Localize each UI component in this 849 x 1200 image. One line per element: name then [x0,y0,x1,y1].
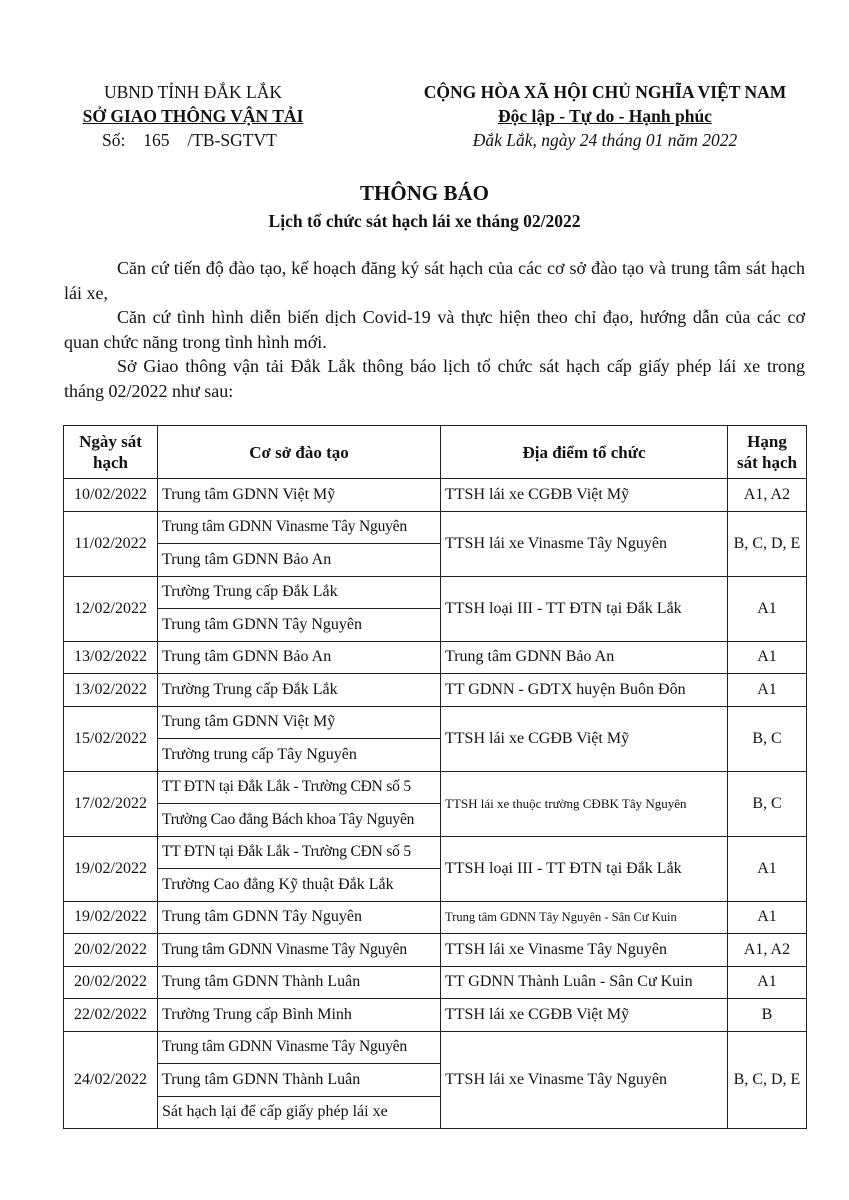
cell-center: Sát hạch lại để cấp giấy phép lái xe [158,1096,441,1129]
cell-rank: A1 [728,674,807,707]
national-title: CỘNG HÒA XÃ HỘI CHỦ NGHĨA VIỆT NAM [423,82,787,102]
table-row [64,966,807,999]
table-row [64,576,807,609]
cell-date: 17/02/2022 [64,771,158,836]
table-row [64,511,807,544]
cell-place: TT GDNN Thành Luân - Sân Cư Kuin [441,966,728,999]
header-place: Địa điểm tổ chức [441,426,728,479]
cell-center: Trung tâm GDNN Việt Mỹ [158,479,441,512]
body-text [64,256,805,403]
national-motto: Độc lập - Tự do - Hạnh phúc [498,106,712,126]
cell-rank: B, C [728,771,807,836]
cell-rank: A1 [728,836,807,901]
cell-center: Trường trung cấp Tây Nguyên [158,739,441,772]
cell-place: TTSH lái xe Vinasme Tây Nguyên [441,1031,728,1129]
issuer-block [68,80,318,152]
cell-center: Trung tâm GDNN Bảo An [158,544,441,577]
cell-center: TT ĐTN tại Đắk Lắk - Trường CĐN số 5 [158,836,441,869]
cell-place: TTSH lái xe CGĐB Việt Mỹ [441,479,728,512]
table-row [64,836,807,869]
cell-center: Trường Cao đẳng Bách khoa Tây Nguyên [158,804,441,837]
document-number-prefix: Số: [102,130,126,150]
cell-date: 10/02/2022 [64,479,158,512]
cell-date: 12/02/2022 [64,576,158,641]
title-block [0,180,849,234]
cell-rank: A1 [728,966,807,999]
national-header [398,80,812,152]
cell-date: 24/02/2022 [64,1031,158,1129]
cell-center: Trung tâm GDNN Bảo An [158,641,441,674]
cell-rank: A1 [728,576,807,641]
cell-center: Trung tâm GDNN Vinasme Tây Nguyên [158,511,441,544]
cell-date: 20/02/2022 [64,966,158,999]
cell-rank: A1, A2 [728,934,807,967]
cell-center: TT ĐTN tại Đắk Lắk - Trường CĐN số 5 [158,771,441,804]
table-row [64,479,807,512]
cell-rank: B [728,999,807,1032]
cell-center: Trường Trung cấp Đắk Lắk [158,674,441,707]
cell-center: Trường Trung cấp Bình Minh [158,999,441,1032]
cell-center: Trung tâm GDNN Vinasme Tây Nguyên [158,1031,441,1064]
cell-center: Trường Trung cấp Đắk Lắk [158,576,441,609]
cell-center: Trung tâm GDNN Tây Nguyên [158,901,441,934]
table-row [64,674,807,707]
cell-rank: B, C [728,706,807,771]
document-number [68,128,318,152]
document-number-value: 165 [143,130,170,150]
table-row [64,999,807,1032]
paragraph: Căn cứ tiến độ đào tạo, kế hoạch đăng ký sát hạch của các cơ sở đào tạo và trung tâm sát hạch lái xe, [64,258,805,303]
table-row [64,771,807,804]
cell-place: Trung tâm GDNN Tây Nguyên - Sân Cư Kuin [441,901,728,934]
schedule-table [63,425,807,1129]
cell-place: TTSH lái xe thuộc trường CĐBK Tây Nguyên [441,771,728,836]
table-row [64,706,807,739]
cell-date: 13/02/2022 [64,641,158,674]
cell-place: TTSH lái xe CGĐB Việt Mỹ [441,999,728,1032]
cell-center: Trung tâm GDNN Thành Luân [158,1064,441,1097]
cell-rank: A1 [728,901,807,934]
table-row [64,1031,807,1064]
paragraph: Sở Giao thông vận tải Đắk Lắk thông báo lịch tổ chức sát hạch cấp giấy phép lái xe trong tháng 02/2022 như sau: [64,356,805,401]
table-header-row [64,426,807,479]
cell-place: TTSH lái xe CGĐB Việt Mỹ [441,706,728,771]
document-title: THÔNG BÁO [360,181,489,205]
cell-center: Trung tâm GDNN Thành Luân [158,966,441,999]
cell-date: 20/02/2022 [64,934,158,967]
cell-date: 19/02/2022 [64,901,158,934]
cell-rank: B, C, D, E [728,1031,807,1129]
cell-date: 22/02/2022 [64,999,158,1032]
cell-place: TTSH loại III - TT ĐTN tại Đắk Lắk [441,576,728,641]
cell-date: 19/02/2022 [64,836,158,901]
issuer-province: UBND TỈNH ĐẮK LẮK [103,82,283,102]
paragraph: Căn cứ tình hình diễn biến dịch Covid-19 và thực hiện theo chỉ đạo, hướng dẫn của các cơ quan chức năng trong tình hình mới. [64,307,805,352]
document-subtitle: Lịch tổ chức sát hạch lái xe tháng 02/2022 [268,211,581,231]
cell-place: TTSH lái xe Vinasme Tây Nguyên [441,511,728,576]
header-rank: Hạng sát hạch [728,426,807,479]
cell-date: 15/02/2022 [64,706,158,771]
cell-place: TTSH loại III - TT ĐTN tại Đắk Lắk [441,836,728,901]
cell-place: TT GDNN - GDTX huyện Buôn Đôn [441,674,728,707]
header-date: Ngày sát hạch [64,426,158,479]
header-center: Cơ sở đào tạo [158,426,441,479]
cell-center: Trường Cao đẳng Kỹ thuật Đắk Lắk [158,869,441,902]
cell-center: Trung tâm GDNN Vinasme Tây Nguyên [158,934,441,967]
document-number-suffix: /TB-SGTVT [187,130,277,150]
cell-rank: B, C, D, E [728,511,807,576]
cell-rank: A1 [728,641,807,674]
document-date: Đắk Lắk, ngày 24 tháng 01 năm 2022 [472,130,738,150]
cell-place: Trung tâm GDNN Bảo An [441,641,728,674]
table-row [64,641,807,674]
cell-center: Trung tâm GDNN Tây Nguyên [158,609,441,642]
cell-rank: A1, A2 [728,479,807,512]
cell-date: 13/02/2022 [64,674,158,707]
table-row [64,934,807,967]
cell-place: TTSH lái xe Vinasme Tây Nguyên [441,934,728,967]
issuer-department: SỞ GIAO THÔNG VẬN TẢI [82,106,304,126]
cell-center: Trung tâm GDNN Việt Mỹ [158,706,441,739]
cell-date: 11/02/2022 [64,511,158,576]
table-row [64,901,807,934]
